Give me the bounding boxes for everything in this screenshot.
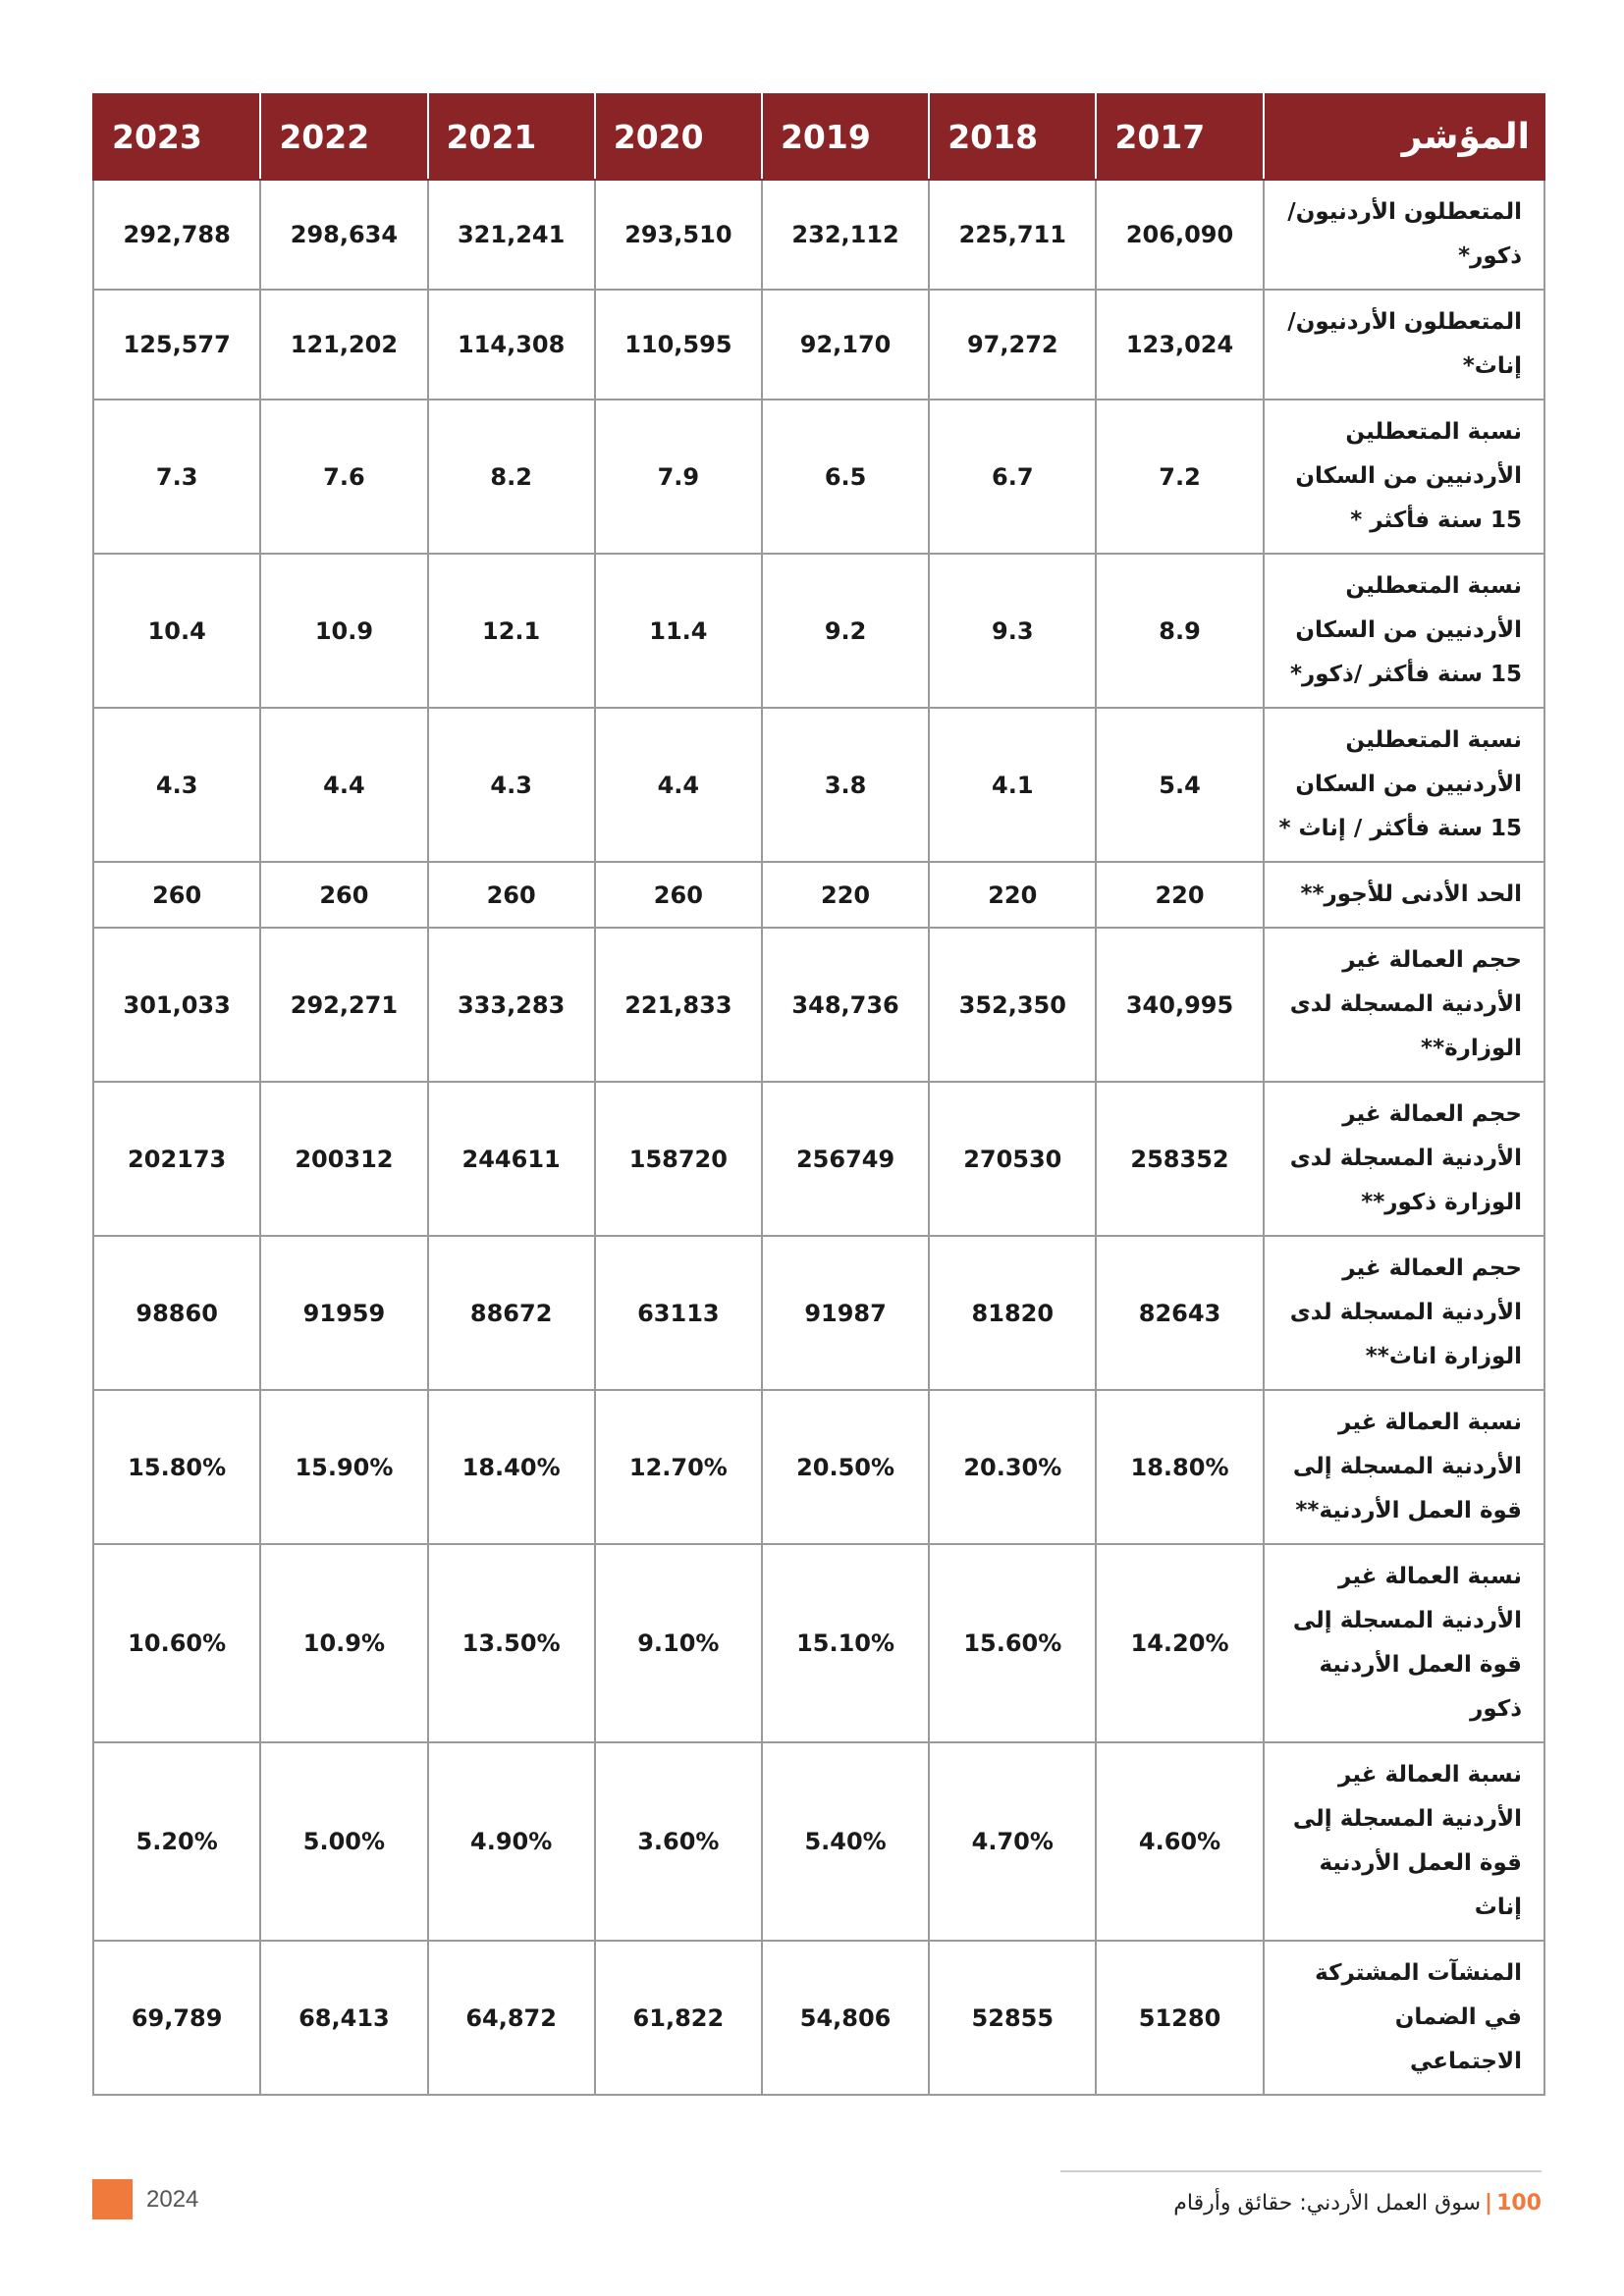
- table-row: [93, 554, 1544, 708]
- page-number: 100: [1496, 2191, 1542, 2216]
- labor-market-table: [92, 93, 1545, 2096]
- footer-accent-square: [92, 2179, 133, 2219]
- table-cell-value: 91987: [762, 1236, 929, 1390]
- table-cell-value: 348,736: [762, 928, 929, 1082]
- table-cell-value: 244611: [428, 1082, 595, 1236]
- table-cell-value: 9.3: [929, 554, 1096, 708]
- table-cell-value: 301,033: [93, 928, 260, 1082]
- table-cell-value: 292,271: [260, 928, 427, 1082]
- table-cell-value: 88672: [428, 1236, 595, 1390]
- table-cell-value: 7.9: [595, 400, 762, 554]
- table-cell-value: 15.80%: [93, 1390, 260, 1544]
- table-cell-value: 114,308: [428, 290, 595, 400]
- row-indicator-label: نسبة المتعطلين الأردنيين من السكان 15 سنة فأكثر / إناث *: [1264, 708, 1544, 862]
- row-indicator-label: حجم العمالة غير الأردنية المسجلة لدى الوزارة اناث**: [1264, 1236, 1544, 1390]
- row-indicator-label: حجم العمالة غير الأردنية المسجلة لدى الوزارة ذكور**: [1264, 1082, 1544, 1236]
- table-cell-value: 298,634: [260, 180, 427, 290]
- table-cell-value: 7.6: [260, 400, 427, 554]
- table-cell-value: 260: [93, 862, 260, 928]
- table-cell-value: 260: [260, 862, 427, 928]
- table-cell-value: 51280: [1096, 1941, 1263, 2095]
- header-year: 2019: [762, 94, 929, 180]
- table-row: [93, 400, 1544, 554]
- table-cell-value: 270530: [929, 1082, 1096, 1236]
- table-cell-value: 220: [762, 862, 929, 928]
- table-cell-value: 352,350: [929, 928, 1096, 1082]
- table-cell-value: 92,170: [762, 290, 929, 400]
- row-indicator-label: المتعطلون الأردنيون/ ذكور*: [1264, 180, 1544, 290]
- table-cell-value: 82643: [1096, 1236, 1263, 1390]
- table-cell-value: 10.9: [260, 554, 427, 708]
- table-cell-value: 9.2: [762, 554, 929, 708]
- table-cell-value: 125,577: [93, 290, 260, 400]
- table-cell-value: 10.9%: [260, 1544, 427, 1742]
- table-row: [93, 1236, 1544, 1390]
- table-cell-value: 69,789: [93, 1941, 260, 2095]
- table-cell-value: 321,241: [428, 180, 595, 290]
- table-cell-value: 4.1: [929, 708, 1096, 862]
- table-row: [93, 708, 1544, 862]
- table-cell-value: 293,510: [595, 180, 762, 290]
- table-cell-value: 98860: [93, 1236, 260, 1390]
- footer-separator: |: [1485, 2191, 1493, 2216]
- table-cell-value: 110,595: [595, 290, 762, 400]
- table-cell-value: 9.10%: [595, 1544, 762, 1742]
- table-cell-value: 225,711: [929, 180, 1096, 290]
- row-indicator-label: نسبة العمالة غير الأردنية المسجلة إلى قوة العمل الأردنية**: [1264, 1390, 1544, 1544]
- table-cell-value: 4.70%: [929, 1742, 1096, 1941]
- table-cell-value: 333,283: [428, 928, 595, 1082]
- table-cell-value: 220: [1096, 862, 1263, 928]
- table-cell-value: 256749: [762, 1082, 929, 1236]
- row-indicator-label: نسبة العمالة غير الأردنية المسجلة إلى قوة العمل الأردنية إناث: [1264, 1742, 1544, 1941]
- header-year: 2018: [929, 94, 1096, 180]
- table-cell-value: 123,024: [1096, 290, 1263, 400]
- table-cell-value: 260: [428, 862, 595, 928]
- table-cell-value: 5.20%: [93, 1742, 260, 1941]
- header-indicator: المؤشر: [1264, 94, 1544, 180]
- table-cell-value: 10.60%: [93, 1544, 260, 1742]
- table-cell-value: 7.2: [1096, 400, 1263, 554]
- row-indicator-label: نسبة المتعطلين الأردنيين من السكان 15 سنة فأكثر /ذكور*: [1264, 554, 1544, 708]
- header-year: 2022: [260, 94, 427, 180]
- footer-divider: [1060, 2170, 1542, 2172]
- table-cell-value: 260: [595, 862, 762, 928]
- table-cell-value: 232,112: [762, 180, 929, 290]
- table-cell-value: 220: [929, 862, 1096, 928]
- table-cell-value: 4.3: [428, 708, 595, 862]
- table-cell-value: 200312: [260, 1082, 427, 1236]
- table-cell-value: 340,995: [1096, 928, 1263, 1082]
- table-cell-value: 258352: [1096, 1082, 1263, 1236]
- table-cell-value: 13.50%: [428, 1544, 595, 1742]
- table-cell-value: 206,090: [1096, 180, 1263, 290]
- footer-year: 2024: [146, 2186, 199, 2213]
- table-row: [93, 1544, 1544, 1742]
- table-cell-value: 52855: [929, 1941, 1096, 2095]
- table-cell-value: 202173: [93, 1082, 260, 1236]
- header-year: 2020: [595, 94, 762, 180]
- table-row: [93, 290, 1544, 400]
- publication-title: سوق العمل الأردني: حقائق وأرقام: [1173, 2191, 1482, 2216]
- table-cell-value: 5.00%: [260, 1742, 427, 1941]
- table-cell-value: 6.5: [762, 400, 929, 554]
- table-cell-value: 15.90%: [260, 1390, 427, 1544]
- table-row: [93, 1941, 1544, 2095]
- row-indicator-label: المنشآت المشتركة في الضمان الاجتماعي: [1264, 1941, 1544, 2095]
- table-cell-value: 7.3: [93, 400, 260, 554]
- table-cell-value: 11.4: [595, 554, 762, 708]
- table-cell-value: 5.4: [1096, 708, 1263, 862]
- table-cell-value: 68,413: [260, 1941, 427, 2095]
- row-indicator-label: نسبة العمالة غير الأردنية المسجلة إلى قوة العمل الأردنية ذكور: [1264, 1544, 1544, 1742]
- table-cell-value: 14.20%: [1096, 1544, 1263, 1742]
- table-cell-value: 81820: [929, 1236, 1096, 1390]
- table-cell-value: 5.40%: [762, 1742, 929, 1941]
- table-cell-value: 15.60%: [929, 1544, 1096, 1742]
- footer-running-title: [1173, 2191, 1542, 2216]
- header-year: 2023: [93, 94, 260, 180]
- table-header-row: [93, 94, 1544, 180]
- table-cell-value: 221,833: [595, 928, 762, 1082]
- row-indicator-label: المتعطلون الأردنيون/ إناث*: [1264, 290, 1544, 400]
- header-year: 2021: [428, 94, 595, 180]
- table-cell-value: 158720: [595, 1082, 762, 1236]
- table-cell-value: 12.70%: [595, 1390, 762, 1544]
- table-row: [93, 1082, 1544, 1236]
- table-cell-value: 4.4: [595, 708, 762, 862]
- row-indicator-label: نسبة المتعطلين الأردنيين من السكان 15 سنة فأكثر *: [1264, 400, 1544, 554]
- table-cell-value: 6.7: [929, 400, 1096, 554]
- table-cell-value: 8.2: [428, 400, 595, 554]
- table-cell-value: 121,202: [260, 290, 427, 400]
- table-cell-value: 292,788: [93, 180, 260, 290]
- table-cell-value: 15.10%: [762, 1544, 929, 1742]
- table-cell-value: 97,272: [929, 290, 1096, 400]
- table-cell-value: 3.8: [762, 708, 929, 862]
- header-year: 2017: [1096, 94, 1263, 180]
- table-cell-value: 3.60%: [595, 1742, 762, 1941]
- table-row: [93, 1390, 1544, 1544]
- table-cell-value: 64,872: [428, 1941, 595, 2095]
- table-cell-value: 4.90%: [428, 1742, 595, 1941]
- table-cell-value: 18.40%: [428, 1390, 595, 1544]
- table-cell-value: 20.50%: [762, 1390, 929, 1544]
- table-row: [93, 180, 1544, 290]
- table-cell-value: 12.1: [428, 554, 595, 708]
- row-indicator-label: الحد الأدنى للأجور**: [1264, 862, 1544, 928]
- table-cell-value: 4.3: [93, 708, 260, 862]
- table-row: [93, 1742, 1544, 1941]
- table-cell-value: 20.30%: [929, 1390, 1096, 1544]
- table-cell-value: 61,822: [595, 1941, 762, 2095]
- table-cell-value: 91959: [260, 1236, 427, 1390]
- table-cell-value: 54,806: [762, 1941, 929, 2095]
- table-cell-value: 8.9: [1096, 554, 1263, 708]
- table-row: [93, 862, 1544, 928]
- table-row: [93, 928, 1544, 1082]
- table-cell-value: 4.4: [260, 708, 427, 862]
- table-cell-value: 10.4: [93, 554, 260, 708]
- table-cell-value: 63113: [595, 1236, 762, 1390]
- row-indicator-label: حجم العمالة غير الأردنية المسجلة لدى الوزارة**: [1264, 928, 1544, 1082]
- table-cell-value: 4.60%: [1096, 1742, 1263, 1941]
- table-cell-value: 18.80%: [1096, 1390, 1263, 1544]
